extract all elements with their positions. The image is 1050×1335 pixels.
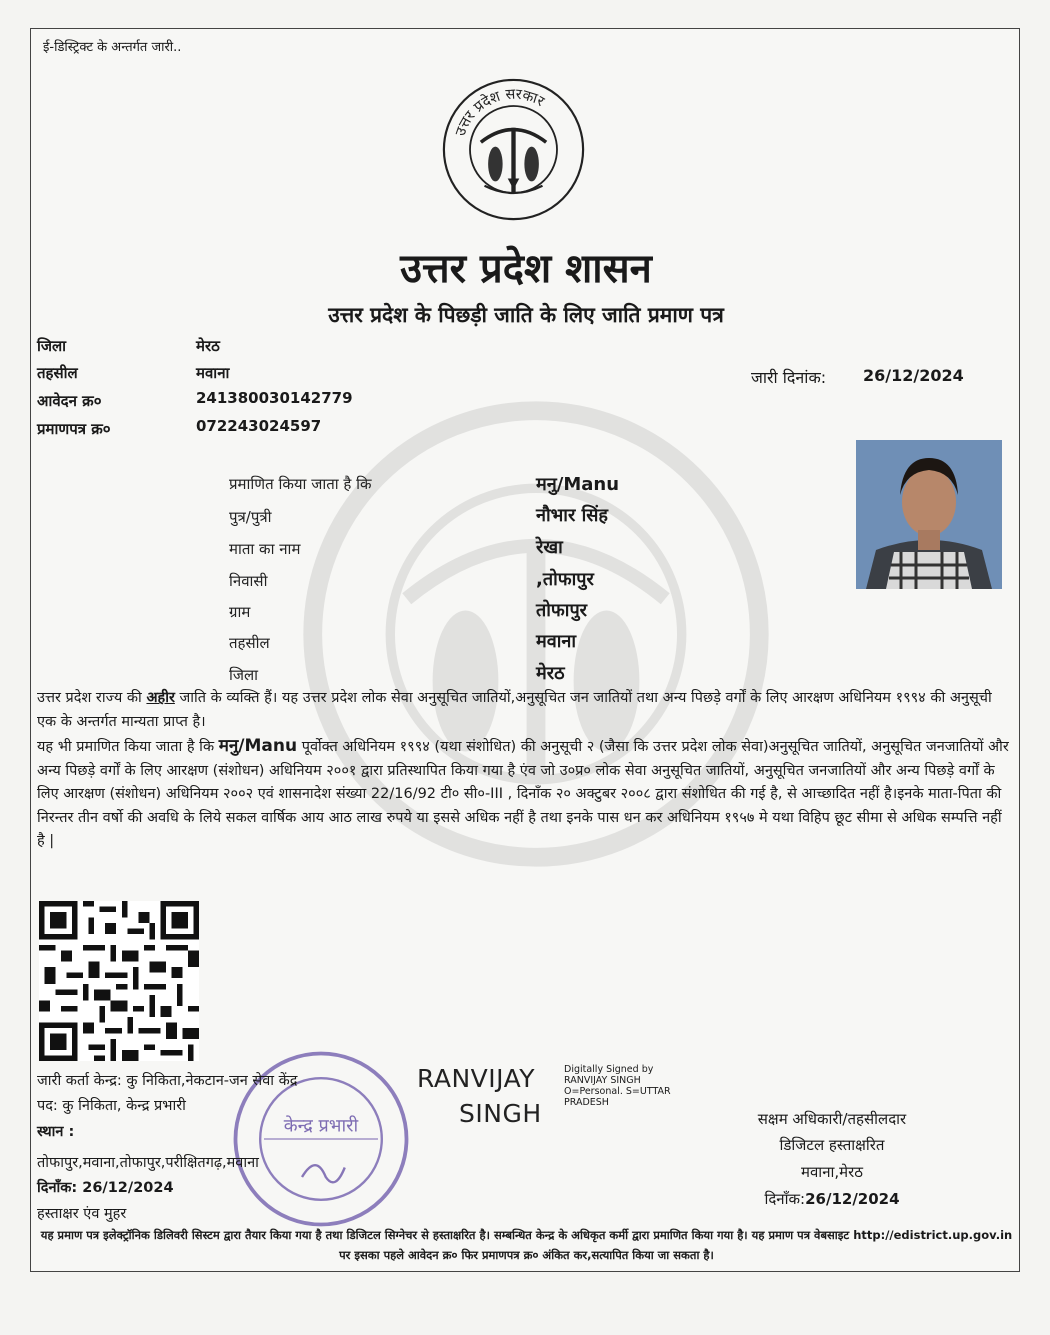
digital-sign-details: Digitally Signed by RANVIJAY SINGH O=Personal. S=UTTAR PRADESH bbox=[564, 1064, 671, 1108]
certification-paragraph bbox=[37, 735, 1012, 854]
footer-note: यह प्रमाण पत्र इलेक्ट्रॉनिक डिलिवरी सिस्टम द्वारा तैयार किया गया है तथा डिजिटल सिग्नेचर से हस्ताक्षरित है। सम्बन्धित केन्द्र के अधिकृत कर्मी द्वारा प्रमाणित किया गया है। यह प्रमाण पत्र वेबसाइट http://edistrict.up.gov.in पर इसका पहले आवेदन क्र० फिर प्रमाणपत्र क्र० अंकित कर,सत्यापित किया जा सकता है। bbox=[40, 1228, 1013, 1262]
mother-label: माता का नाम bbox=[229, 540, 301, 558]
authority-digital-signed: डिजिटल हस्ताक्षरित bbox=[779, 1136, 885, 1154]
authority-date-value: 26/12/2024 bbox=[805, 1190, 900, 1208]
caste-paragraph bbox=[37, 687, 1012, 734]
certified-label: प्रमाणित किया जाता है कि bbox=[229, 475, 372, 493]
authority-date bbox=[707, 1189, 957, 1209]
resident-label: निवासी bbox=[229, 572, 268, 590]
application-label: आवेदन क्र० bbox=[37, 392, 102, 410]
place-value: तोफापुर,मवाना,तोफापुर,परीक्षितगढ़,मवाना bbox=[37, 1155, 259, 1171]
issuer-date: दिनाँक: 26/12/2024 bbox=[37, 1180, 174, 1196]
digital-sign-name-line1: RANVIJAY bbox=[417, 1064, 536, 1093]
para2-text-b: पूर्वोक्त अधिनियम १९९४ (यथा संशोधित) की अनुसूची २ (जैसा कि उत्तर प्रदेश लोक सेवा)अनुसूचित जातियों, अनुसूचित जनजातियों और अन्य पिछड़े वर्गों के लिए आरक्षण (संशोधन) अधिनियम २००१ द्वारा प्रतिस्थापित किया गया है एंव जो उ०प्र० लोक सेवा अनुसूचित जातियों, अनुसूचित जनजातियों और अन्य पिछड़े वर्गों के लिए आरक्षण (संशोधन) अधिनियम २००२ एवं शासनादेश संख्या 22/16/92 टी० सी०-III , दिनाँक २० अक्टुबर २००८ द्वारा संशोधित की गई है, से आच्छादित नहीं है।इनके माता-पिता की निरन्तर तीन वर्षो की अवधि के लिये सकल वार्षिक आय आठ लाख रुपये या इससे अधिक नहीं है तथा इनके पास धन कर अधिनियम १९५७ मे यथा विहिप छूट सीमा से अधिक सम्पत्ति नहीं है | bbox=[37, 739, 1009, 849]
district-value: मेरठ bbox=[196, 337, 220, 355]
header-note: ई-डिस्ट्रिक्ट के अन्तर्गत जारी.. bbox=[43, 40, 182, 55]
person-tehsil-label: तहसील bbox=[229, 634, 270, 652]
person-name: मनु/Manu bbox=[536, 474, 620, 495]
father-name: नौभार सिंह bbox=[536, 505, 608, 526]
para1-text-a: उत्तर प्रदेश राज्य की bbox=[37, 690, 147, 706]
para2-person-name: मनु/Manu bbox=[218, 736, 298, 756]
person-tehsil-value: मवाना bbox=[536, 631, 577, 652]
person-district-value: मेरठ bbox=[536, 663, 565, 684]
authority-location: मवाना,मेरठ bbox=[801, 1163, 863, 1181]
certificate-number: 072243024597 bbox=[196, 417, 322, 435]
village-label: ग्राम bbox=[229, 603, 251, 621]
page-title: उत्तर प्रदेश शासन bbox=[400, 246, 652, 292]
para1-text-b: जाति के व्यक्ति हैं। यह उत्तर प्रदेश लोक सेवा अनुसूचित जातियों,अनुसूचित जन जातियों तथा अन्य पिछड़े वर्गों के लिए आरक्षण अधिनियम १९९४ की अनुसूची एक के अन्तर्गत मान्यता प्राप्त है। bbox=[37, 690, 992, 730]
certificate bbox=[30, 28, 1020, 1272]
authority-title: सक्षम अधिकारी/तहसीलदार bbox=[757, 1110, 907, 1128]
tehsil-value: मवाना bbox=[196, 364, 230, 382]
certificate-subtitle: उत्तर प्रदेश के पिछड़ी जाति के लिए जाति प्रमाण पत्र bbox=[328, 303, 724, 327]
issuing-centre: जारी कर्ता केन्द्र: कु निकिता,नेकटान-जन सेवा केंद्र bbox=[37, 1073, 298, 1089]
resident-value: ,तोफापुर bbox=[536, 569, 594, 590]
issue-date-label: जारी दिनांक: bbox=[751, 368, 827, 387]
emblem-text: उत्तर प्रदेश सरकार bbox=[452, 86, 547, 139]
digital-sign-name-line2: SINGH bbox=[459, 1099, 542, 1128]
district-label: जिला bbox=[37, 337, 67, 355]
relation-label: पुत्र/पुत्री bbox=[229, 508, 272, 526]
caste-name: अहीर bbox=[146, 690, 175, 706]
tehsil-label: तहसील bbox=[37, 364, 78, 382]
place-label: स्थान : bbox=[37, 1124, 75, 1140]
mother-name: रेखा bbox=[536, 537, 563, 558]
application-number: 241380030142779 bbox=[196, 389, 353, 407]
person-district-label: जिला bbox=[229, 666, 259, 684]
issue-date-value: 26/12/2024 bbox=[863, 366, 964, 385]
qr-code-icon bbox=[39, 901, 199, 1061]
para2-text-a: यह भी प्रमाणित किया जाता है कि bbox=[37, 739, 219, 755]
village-value: तोफापुर bbox=[536, 600, 588, 621]
seal-text: केन्द्र प्रभारी bbox=[283, 1115, 359, 1137]
up-emblem-icon bbox=[441, 77, 586, 222]
certificate-number-label: प्रमाणपत्र क्र० bbox=[37, 420, 111, 438]
issuer-post: पद: कु निकिता, केन्द्र प्रभारी bbox=[37, 1098, 186, 1114]
applicant-photo bbox=[856, 440, 1002, 589]
sign-and-seal-label: हस्ताक्षर एंव मुहर bbox=[37, 1206, 127, 1222]
authority-date-label: दिनाँक: bbox=[764, 1190, 806, 1208]
